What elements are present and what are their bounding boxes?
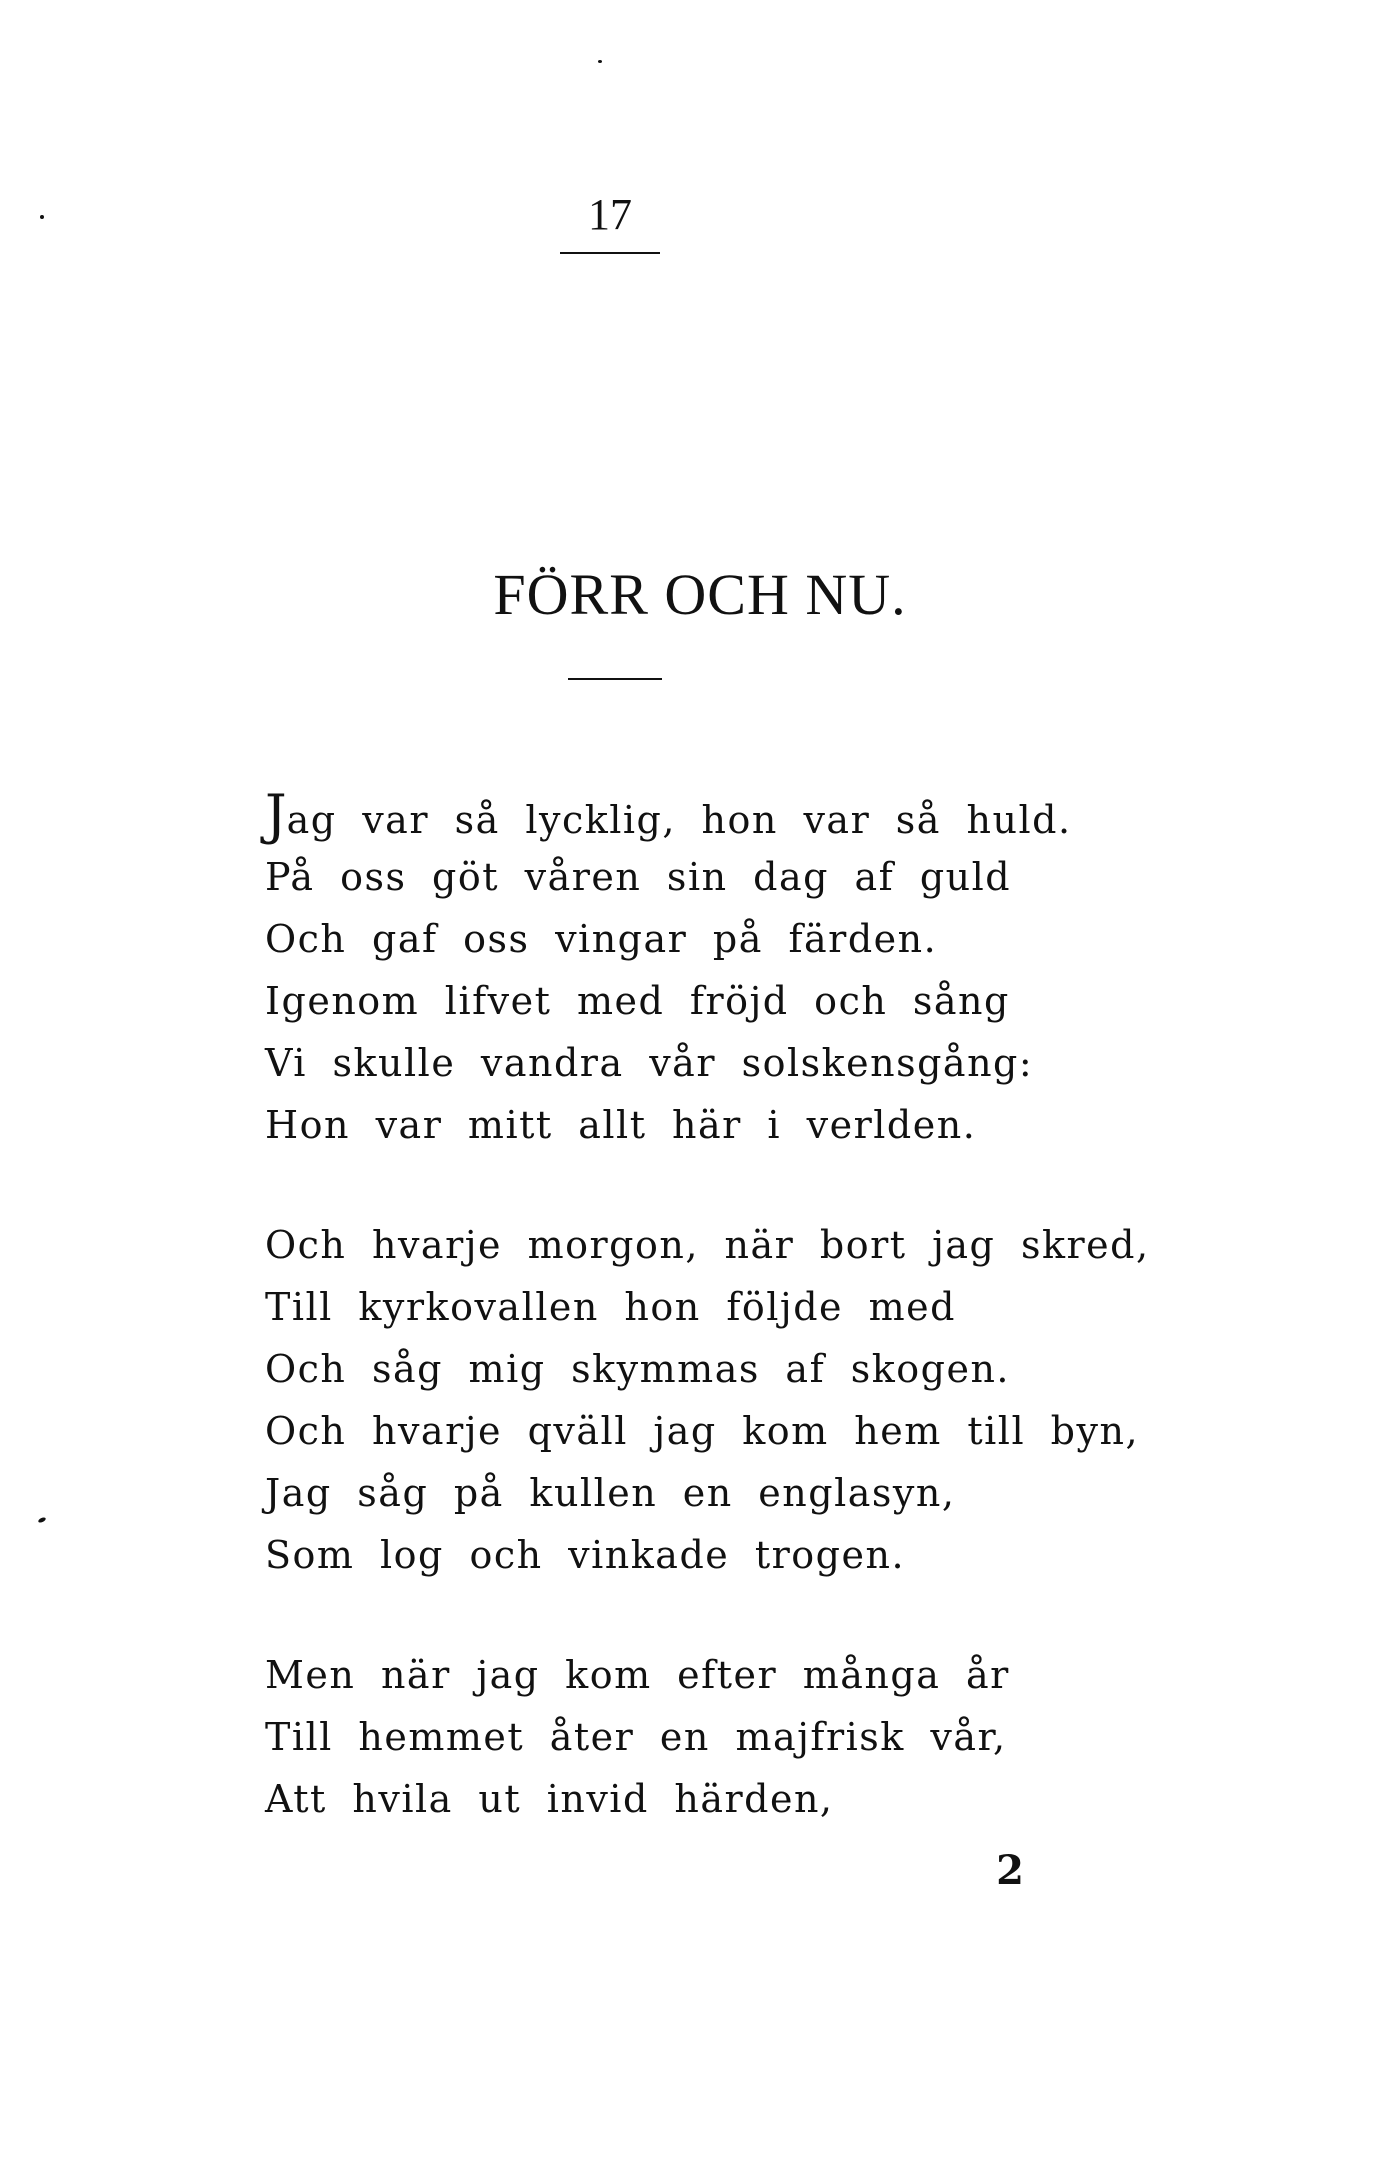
drop-initial: J [265,783,287,846]
ink-speck [40,215,44,219]
signature-mark: 2 [996,1847,1024,1894]
poem-line: Igenom lifvet med fröjd och sång [265,979,1010,1023]
poem-line: Och hvarje qväll jag kom hem till byn, [265,1409,1140,1453]
poem-line: Jag såg på kullen en englasyn, [265,1471,956,1515]
poem-line: Till kyrkovallen hon följde med [265,1285,956,1329]
poem-line: Till hemmet åter en majfrisk vår, [265,1715,1007,1759]
poem-line: Att hvila ut invid härden, [265,1777,834,1821]
first-line-rest: ag var så lycklig, hon var så huld. [286,798,1072,842]
poem-line: Som log och vinkade trogen. [265,1533,906,1577]
poem-line: Hon var mitt allt här i verlden. [265,1103,977,1147]
poem-title: FÖRR OCH NU. [493,562,907,627]
page-number: 17 [588,190,632,239]
poem-line: Och såg mig skymmas af skogen. [265,1347,1011,1391]
poem-body [265,784,1165,1830]
poem-line: Och hvarje morgon, när bort jag skred, [265,1223,1150,1267]
stanza-2 [265,1214,1165,1586]
poem-line: Vi skulle vandra vår solskensgång: [265,1041,1034,1085]
poem-line-first [265,784,1165,846]
stanza-3 [265,1644,1165,1830]
page-number-rule [560,252,660,254]
stanza-1 [265,784,1165,1156]
poem-line: Men när jag kom efter många år [265,1653,1010,1697]
poem-line: På oss göt våren sin dag af guld [265,855,1012,899]
ink-speck [38,1516,47,1523]
title-rule [568,678,662,680]
ink-speck [598,60,602,63]
poem-line: Och gaf oss vingar på färden. [265,917,938,961]
